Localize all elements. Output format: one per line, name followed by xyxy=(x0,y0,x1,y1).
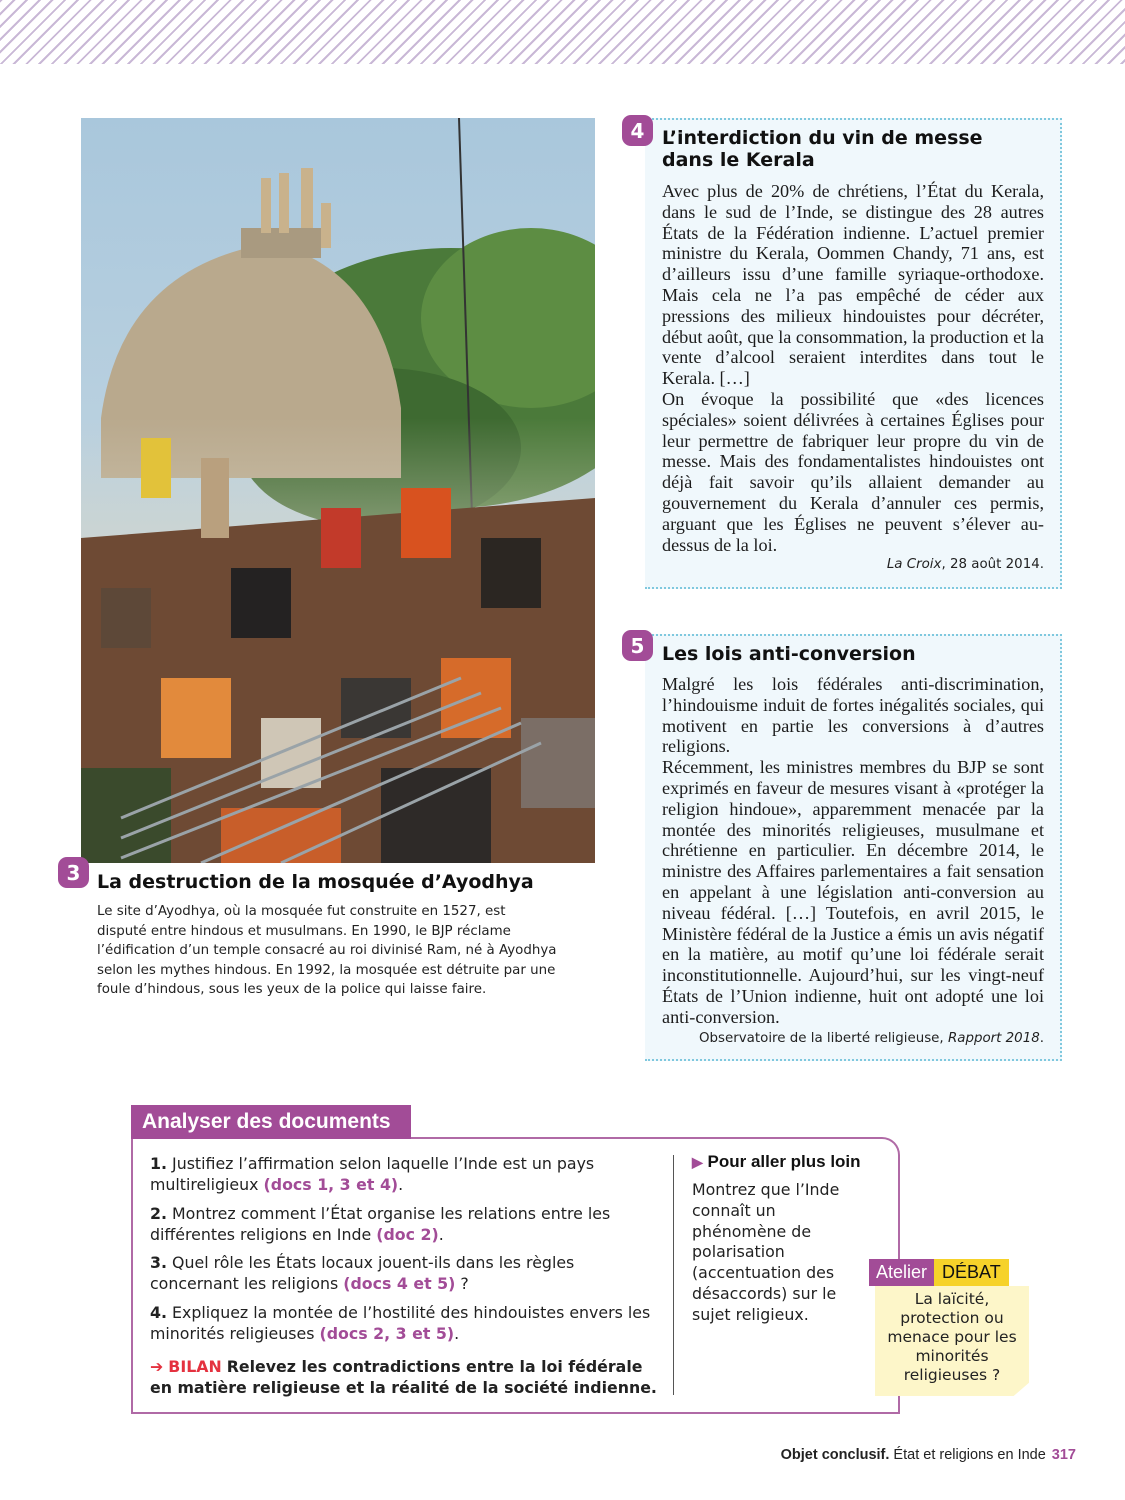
debat-label: DÉBAT xyxy=(934,1259,1009,1286)
question-text: Justifiez l’affirmation selon laquelle l’Inde est un pays multireligieux xyxy=(150,1154,595,1194)
debat-question: La laïcité, protection ou menace pour les minorités religieuses ? xyxy=(887,1290,1017,1384)
doc4-source xyxy=(662,557,1044,572)
doc5-source-org: Observatoire de la liberté religieuse, xyxy=(699,1031,948,1046)
page-footer xyxy=(781,1447,1076,1463)
further-text: Montrez que l’Inde connaît un phénomène de polarisation (accentuation des désaccords) sur le sujet religieux. xyxy=(692,1180,840,1324)
question-2 xyxy=(150,1204,660,1245)
doc4-title: L’interdiction du vin de messe dans le Kerala xyxy=(662,127,983,171)
question-end: . xyxy=(454,1323,460,1343)
bilan-label: BILAN xyxy=(168,1357,222,1376)
question-text: Expliquez la montée de l’hostilité des hindouistes envers les minorités religieuses xyxy=(150,1303,651,1343)
bilan xyxy=(150,1357,660,1398)
doc5-text xyxy=(662,674,1044,1028)
question-1 xyxy=(150,1154,660,1195)
question-ref: (docs 1, 3 et 4) xyxy=(263,1174,399,1194)
question-text: Montrez comment l’État organise les relations entre les différentes religions en Inde xyxy=(150,1204,611,1244)
doc4-source-title: La Croix xyxy=(886,557,942,572)
question-4 xyxy=(150,1303,660,1344)
doc4-text xyxy=(662,181,1044,555)
doc4-paragraph: On évoque la possibilité que «des licences spéciales» soient délivrées à certaines Églises pour leur permettre de fabriquer leur propre du vin de messe. Mais des fondamentalistes hindouistes ont déjà fait savoir qu’ils allaient demander au gouvernement du Kerala d’annuler ces permis, arguant que les Églises ne peuvent s’élever au-dessus de la loi. xyxy=(662,388,1044,555)
question-end: ? xyxy=(455,1273,469,1293)
atelier-debat-label xyxy=(869,1259,1009,1286)
question-number: 1. xyxy=(150,1154,167,1173)
doc3-title: La destruction de la mosquée d’Ayodhya xyxy=(97,871,534,893)
arrow-right-icon: ➔ xyxy=(150,1357,164,1376)
doc4-source-date: , 28 août 2014. xyxy=(941,557,1044,572)
analyse-divider xyxy=(673,1155,674,1395)
doc5-source-title: Rapport 2018 xyxy=(947,1031,1040,1046)
further-title-text: Pour aller plus loin xyxy=(707,1152,861,1171)
atelier-label: Atelier xyxy=(869,1259,934,1286)
further-title xyxy=(692,1152,861,1172)
question-number: 2. xyxy=(150,1204,167,1223)
question-end: . xyxy=(438,1224,444,1244)
doc5-paragraph: Récemment, les ministres membres du BJP se sont exprimés en faveur de mesures visant à «protéger la religion hindoue», apparemment menacée par la montée des minorités religieuses, musulmane et chrétienne en particulier. En décembre 2014, le ministre des Affaires parlementaires a fait sensation en appelant à une législation anti-conversion au niveau fédéral. […] Toutefois, en avril 2015, le Ministère fédéral de la Justice a émis un avis négatif en la matière, au motif qu’une loi fédérale serait inconstitutionnelle. Aujourd’hui, sur les vingt-neuf États de l’Union indienne, huit ont adopté une loi anti-conversion. xyxy=(662,757,1044,1027)
analyse-box-left-border xyxy=(131,1137,133,1414)
doc5-paragraph: Malgré les lois fédérales anti-discrimination, l’hindouisme induit de fortes inégalités sociales, qui motivent en partie les conversions à d’autres religions. xyxy=(662,674,1044,757)
doc5-source xyxy=(662,1031,1044,1046)
doc3-number-badge: 3 xyxy=(58,857,89,888)
doc4-paragraph: Avec plus de 20% de chrétiens, l’État du Kerala, dans le sud de l’Inde, se distingue des 28 autres États de la Fédération indienne. L’actuel premier ministre du Kerala, Oommen Chandy, 71 ans, est d’ailleurs issu d’une famille syriaque-orthodoxe. Mais cela ne l’a pas empêché de céder aux pressions des milieux hindouistes pour décréter, début août, que la consommation, la production et la vente d’alcool seraient interdites dans tout le Kerala. […] xyxy=(662,181,1044,389)
question-end: . xyxy=(398,1174,404,1194)
header-hatch-band xyxy=(0,0,1125,64)
doc5-number-badge: 5 xyxy=(622,630,653,661)
page-number: 317 xyxy=(1051,1447,1076,1463)
doc5-title: Les lois anti-conversion xyxy=(662,643,916,665)
question-ref: (docs 4 et 5) xyxy=(343,1273,456,1293)
ayodhya-photo xyxy=(81,118,595,863)
question-ref: (docs 2, 3 et 5) xyxy=(319,1323,455,1343)
question-3 xyxy=(150,1253,660,1294)
doc5-source-end: . xyxy=(1039,1031,1044,1046)
question-ref: (doc 2) xyxy=(376,1224,439,1244)
footer-text: État et religions en Inde xyxy=(889,1447,1046,1463)
question-number: 3. xyxy=(150,1253,167,1272)
question-text: Quel rôle les États locaux jouent-ils dans les règles concernant les religions xyxy=(150,1253,575,1293)
triangle-right-icon: ▶ xyxy=(692,1154,703,1170)
bilan-text: Relevez les contradictions entre la loi fédérale en matière religieuse et la réalité de la société indienne. xyxy=(150,1357,657,1397)
doc4-number-badge: 4 xyxy=(622,115,653,146)
doc3-caption: Le site d’Ayodhya, où la mosquée fut construite en 1527, est disputé entre hindous et musulmans. En 1990, le BJP réclame l’édification d’un temple consacré au roi divinisé Ram, né à Ayodhya selon les mythes hindous. En 1992, la mosquée est détruite par une foule d’hindous, sous les yeux de la police qui laisse faire. xyxy=(97,904,557,998)
footer-bold: Objet conclusif. xyxy=(780,1447,890,1463)
analyse-tab: Analyser des documents xyxy=(131,1105,411,1139)
question-number: 4. xyxy=(150,1303,167,1322)
